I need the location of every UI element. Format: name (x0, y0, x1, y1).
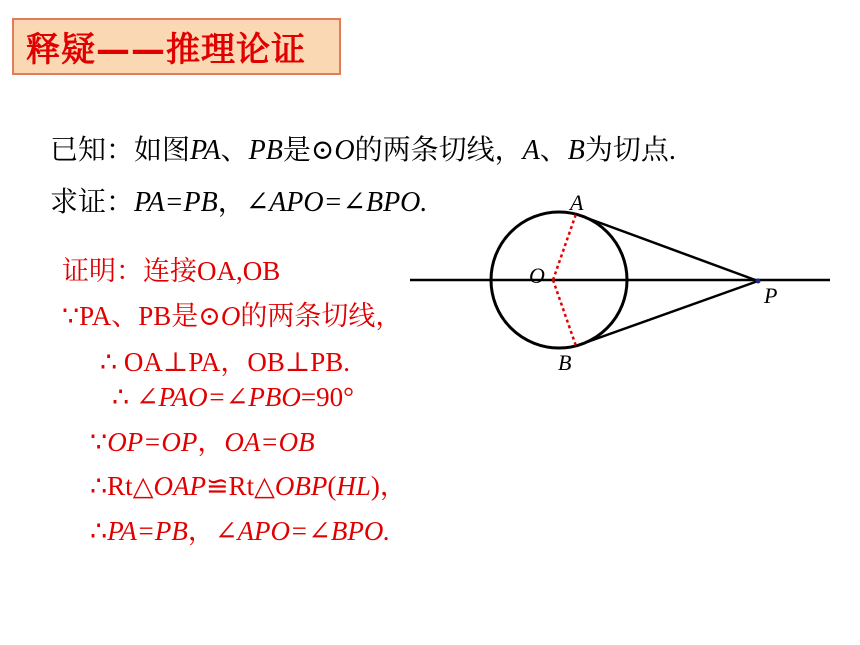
given-text: 是⊙ (282, 135, 335, 166)
proof-o: O (220, 301, 241, 331)
given-text: 已知：如图 (50, 135, 191, 166)
proof-text: 证明：连接OA,OB (62, 256, 281, 286)
prove-sep: ， (217, 187, 246, 218)
proof-text: =90° (300, 382, 354, 412)
proof-angles: ∠PAO=∠PBO (135, 382, 301, 412)
label-p: P (764, 283, 778, 308)
label-a: A (570, 190, 584, 215)
proof-hl: HL (336, 471, 371, 501)
proof-text: )， (370, 471, 407, 501)
point-p (756, 279, 761, 284)
radius-ob (553, 280, 576, 346)
proof-text: ∴Rt△ (90, 471, 154, 501)
given-text: 的两条切线， (354, 135, 523, 166)
given-a: A (522, 135, 540, 166)
proof-text: ≌Rt△ (205, 471, 275, 501)
prove-text: 求证： (50, 187, 135, 218)
given-text: 为切点. (584, 135, 676, 166)
proof-sep: ， (187, 516, 215, 546)
prove-eq2: ∠APO=∠BPO. (245, 187, 428, 218)
given-sep: 、 (539, 135, 568, 166)
proof-triangle: OBP (274, 471, 328, 501)
proof-text: ∴ OA⊥PA，OB⊥PB. (100, 347, 351, 377)
label-o: O (529, 263, 545, 288)
proof-text: ∵PA、PB是⊙ (62, 301, 221, 331)
proof-text: ∵ (90, 427, 108, 457)
given-sep: 、 (220, 135, 249, 166)
given-b: B (567, 135, 585, 166)
given-o: O (334, 135, 355, 166)
label-b: B (558, 350, 572, 375)
proof-text: 的两条切线， (240, 301, 403, 331)
proof-text: ( (327, 471, 337, 501)
proof-sep: ， (197, 427, 225, 457)
tangent-pa (576, 214, 758, 281)
section-title: 释疑——推理论证 (12, 18, 341, 75)
proof-eq: OP=OP (107, 427, 198, 457)
proof-text: ∴ (90, 516, 108, 546)
proof-eq1: PA=PB (107, 516, 188, 546)
given-pa: PA (190, 135, 221, 166)
given-pb: PB (248, 135, 283, 166)
proof-triangle: OAP (153, 471, 206, 501)
radius-oa (553, 214, 576, 280)
tangent-pb (576, 281, 758, 346)
proof-eq2: ∠APO=∠BPO. (214, 516, 391, 546)
prove-eq1: PA=PB (134, 187, 218, 218)
proof-eq: OA=OB (224, 427, 315, 457)
proof-text: ∴ (112, 382, 136, 412)
